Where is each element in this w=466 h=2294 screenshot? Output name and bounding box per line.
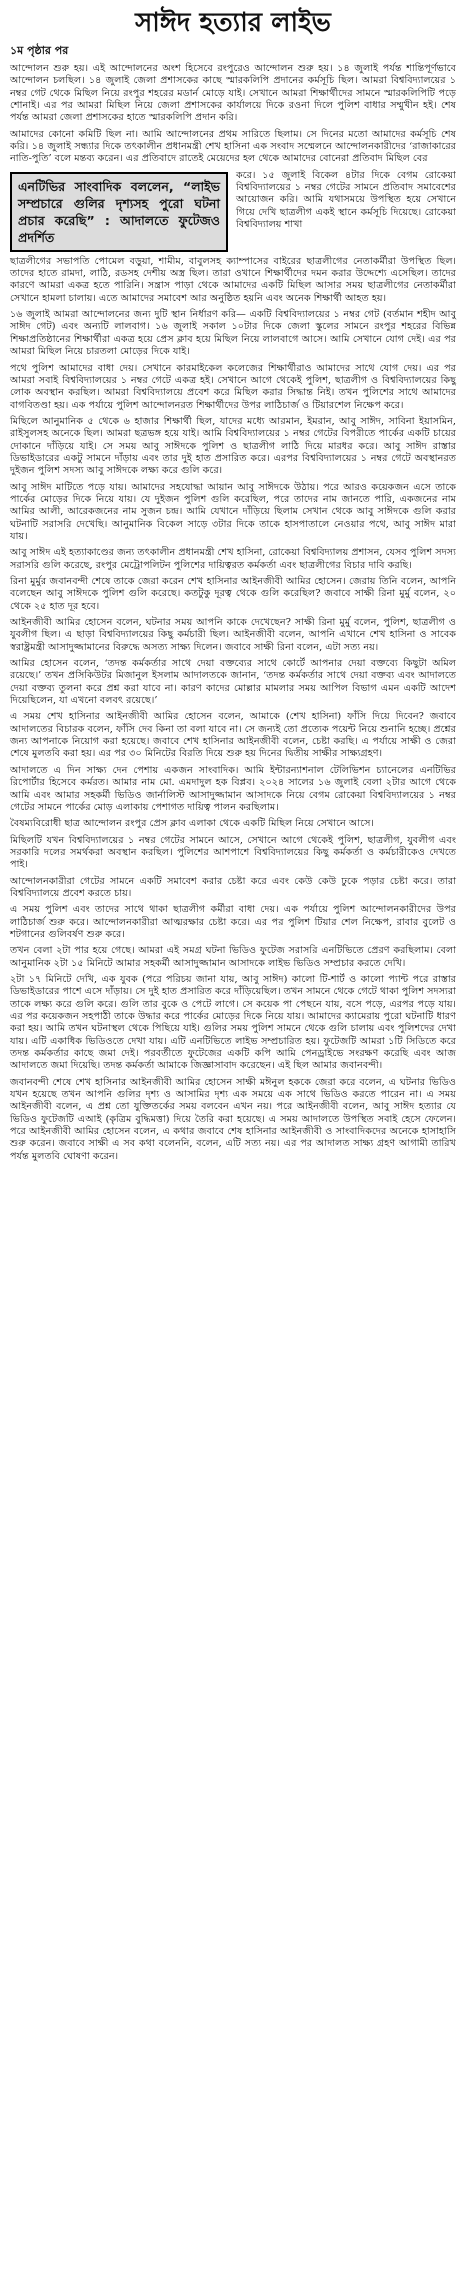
paragraph: মিছিলটি যখন বিশ্ববিদ্যালয়ের ১ নম্বর গেটের সামনে আসে, সেখানে আগে থেকেই পুলিশ, ছাত্রলীগ, যুবলীগ এবং সরকারি দলের সমর্থকরা অবস্থান করছিল। পুলিশের আশপাশে বিশ্ববিদ্যালয়ের কিছু কর্মকর্তা ও কর্মচারীকেও দেখতে পাই। xyxy=(10,834,456,871)
paragraph: রিনা মুর্মুর জবানবন্দী শেষে তাকে জেরা করেন শেখ হাসিনার আইনজীবী আমির হোসেন। জেরায় তিনি বলেন, আপনি বলেছেন আবু সাঈদকে পুলিশ গুলি করেছে। কতটুকু দূরত্ব থেকে গুলি করেছিল? জবাবে সাক্ষী রিনা মুর্মু বলেন, ২০ থেকে ২৫ হাত দূর হবে। xyxy=(10,576,456,612)
paragraph: এ সময় পুলিশ এবং তাদের সাথে থাকা ছাত্রলীগ কর্মীরা বাধা দেয়। এক পর্যায়ে পুলিশ আন্দোলনকারীদের উপর লাঠিচার্জ শুরু করে। আন্দোলনকারীরা আত্মরক্ষার চেষ্টা করে। এর পর পুলিশ টিয়ার শেল নিক্ষেপ, রাবার বুলেট ও শটগানের গুলিবর্ষণ শুরু করে। xyxy=(10,904,456,940)
article-section-before-quote xyxy=(10,63,456,166)
article-section-after-quote xyxy=(10,256,456,1163)
paragraph: ২টা ১৭ মিনিটে দেখি, এক যুবক (পরে পরিচয় জানা যায়, আবু সাঈদ) কালো টি-শার্ট ও কালো প্যান্ট পরে রাস্তার ডিভাইডারের পাশে এসে দাঁড়ায়। সে দুই হাত প্রসারিত করে দাঁড়িয়েছিল। তখন সামনে থেকে গেটে থাকা পুলিশ সদস্যরা তাকে লক্ষ্য করে গুলি করে। গুলি তার বুকে ও পেটে লাগে। সে কয়েক পা পেছনে যায়, বসে পড়ে, এরপর পড়ে যায়। এর পর কয়েকজন সহপাঠী তাকে উদ্ধার করে পার্কের মোড়ের দিকে নিয়ে যায়। আমাদের ক্যামেরায় পুরো ঘটনাটি ধারণ করা হয়। আমি তখন ঘটনাস্থল থেকে পিছিয়ে যাই। গুলির সময় পুলিশ সামনে থেকে গুলি চালায় এবং পুলিশদের দেখা যায়। এটি একাধিক ভিডিওতে দেখা যায়। এটি এনটিভিতে লাইভ সম্প্রচারিত হয়। ফুটেজটি আমরা ১টি সিডিতে করে তদন্ত কর্মকর্তার কাছে জমা দেই। পরবর্তীতে ফুটেজের একটি কপি আমি পেনড্রাইভে সংরক্ষণ করেছি এবং আজ আদালতে জমা দিয়েছি। তদন্ত কর্মকর্তা আমাকে জিজ্ঞাসাবাদ করেছেন। এই ছিল আমার জবানবন্দী। xyxy=(10,973,456,1072)
paragraph: এ সময় শেখ হাসিনার আইনজীবী আমির হোসেন বলেন, আমাকে (শেখ হাসিনা) ফাঁসি দিয়ে দিবেন? জবাবে আদালতের বিচারক বলেন, ফাঁসি দেব কিনা তা বলা যাবে না। সে জন্যই তো প্রত্যেক পয়েন্ট নিয়ে শুনানি হচ্ছে। প্রশ্নের জন্য আপনাকে নিয়োগ করা হয়েছে। জবাবে শেখ হাসিনার আইনজীবী বলেন, চেষ্টা করছি। এ পর্যায়ে সাক্ষী ও জেরা শেষে মুলতবি করা হয়। এর পর ৩০ মিনিটের বিরতি দিয়ে শুরু হয় দিনের দ্বিতীয় সাক্ষীর সাক্ষ্যগ্রহণ। xyxy=(10,711,456,760)
paragraph: আদালতে এ দিন সাক্ষ্য দেন পেশায় একজন সাংবাদিক। আমি ইন্টারন্যাশনাল টেলিভিশন চ্যানেলের এনটিভির রিপোর্টার হিসেবে কর্মরত। আমার নাম মো. এমদাদুল হক বিপ্লব। ২০২৪ সালের ১৬ জুলাই বেলা ২টার আগে থেকে আমি এবং আমার সহকর্মী ভিডিও জার্নালিস্ট আসাদুজ্জামান আসাদকে নিয়ে বেগম রোকেয়া বিশ্ববিদ্যালয়ের ১ নম্বর গেটের সামনে পার্কের মোড় এলাকায় পেশাগত দায়িত্ব পালন করছিলাম। xyxy=(10,764,456,813)
article-body xyxy=(10,63,456,1163)
pull-quote-box xyxy=(10,172,228,252)
headline: সাঈদ হত্যার লাইভ xyxy=(135,8,331,38)
paragraph: ১৬ জুলাই আমরা আন্দোলনের জন্য দুটি স্থান নির্ধারণ করি— একটি বিশ্ববিদ্যালয়ের ১ নম্বর গেট (বর্তমান শহীদ আবু সাঈদ গেট) এবং অন্যটি লালবাগ। ১৬ জুলাই সকাল ১০টার দিকে জেলা স্কুলের সামনে রংপুর শহরের বিভিন্ন শিক্ষাপ্রতিষ্ঠানের শিক্ষার্থীরা একত্র হয়ে প্রেস ক্লাব হয়ে মিছিল নিয়ে লালবাগে আসে। আমি সেখানে যোগ দেই। এর পর আমরা মিছিল নিয়ে চারতলা মোড়ের দিকে যাই। xyxy=(10,309,456,358)
paragraph: পথে পুলিশ আমাদের বাধা দেয়। সেখানে কারমাইকেল কলেজের শিক্ষার্থীরাও আমাদের সাথে যোগ দেয়। এর পর আমরা সবাই বিশ্ববিদ্যালয়ের ১ নম্বর গেটে একত্র হই। সেখানে আগে থেকেই পুলিশ, ছাত্রলীগ ও বিশ্ববিদ্যালয়ের কিছু লোক অবস্থান করছিল। আমরা বিশ্ববিদ্যালয়ে প্রবেশ করে মিছিল করার সিদ্ধান্ত নিই। তখন পুলিশের সাথে আমাদের বাগবিতণ্ডা হয়। এক পর্যায়ে পুলিশ আন্দোলনরত শিক্ষার্থীদের উপর লাঠিচার্জ ও টিয়ারশেল নিক্ষেপ করে। xyxy=(10,362,456,411)
article xyxy=(10,0,456,1163)
paragraph: আন্দোলন শুরু হয়। এই আন্দোলনের অংশ হিসেবে রংপুরেও আন্দোলন শুরু হয়। ১৪ জুলাই পর্যন্ত শান্তিপূর্ণভাবে আন্দোলন চলছিল। ১৪ জুলাই জেলা প্রশাসকের কাছে স্মারকলিপি প্রদানের কর্মসূচি ছিল। আমরা বিশ্ববিদ্যালয়ের ১ নম্বর গেট থেকে মিছিল নিয়ে রংপুর শহরের মডার্ন মোড়ে যাই। সেখানে আমরা শিক্ষার্থীদের সামনে স্মারকলিপিটি পড়ে শোনাই। এর পর আমরা মিছিল নিয়ে জেলা প্রশাসকের কার্যালয়ে দিকে রওনা দিলে পুলিশ বাধার সম্মুখীন হই। শেষ পর্যন্ত আমরা জেলা প্রশাসকের হাতে স্মারকলিপি প্রদান করি। xyxy=(10,63,456,124)
paragraph: আবু সাঈদ এই হত্যাকাণ্ডের জন্য তৎকালীন প্রধানমন্ত্রী শেখ হাসিনা, রোকেয়া বিশ্ববিদ্যালয় প্রশাসন, যেসব পুলিশ সদস্য সরাসরি গুলি করেছে, রংপুর মেট্রোপলিটন পুলিশের দায়িত্বরত কর্মকর্তা এবং ছাত্রলীগের বিচার দাবি করছি। xyxy=(10,547,456,571)
paragraph: জবানবন্দী শেষে শেখ হাসিনার আইনজীবী আমির হোসেন সাক্ষী মঈনুল হককে জেরা করে বলেন, এ ঘটনার ভিডিও যখন হয়েছে তখন আপনি গুলির দৃশ্য ও আসামির দৃশ্য এক সময়ে এক সাথে ভিডিও করতে পারেন না। এ সময় আইনজীবী বলেন, এ প্রশ্ন তো যুক্তিতর্কের সময় বলবেন এখন নয়। পরে আইনজীবী বলেন, আবু সাঈদ হত্যার যে ভিডিও ফুটেজটি এআই (কৃত্রিম বুদ্ধিমত্তা) দিয়ে তৈরি করা হয়েছে। এ সময় আদালতে উপস্থিত সবাই হেসে ফেলেন। পরে আইনজীবী আমির হোসেন বলেন, এ কথার জবাবে শেষ হাসিনার আইনজীবী ও সাংবাদিকদের অনেকে হাসাহাসি শুরু করেন। জবাবে সাক্ষী এ সব কথা বলেননি, বলেন, এটি সত্য নয়। এর পর আদালত সাক্ষ্য গ্রহণ আগামী তারিখ পর্যন্ত মুলতবি ঘোষণা করেন। xyxy=(10,1076,456,1162)
paragraph: আবু সাঈদ মাটিতে পড়ে যায়। আমাদের সহযোদ্ধা আয়ান আবু সাঈদকে উঠায়। পরে আরও কয়েকজন এসে তাকে পার্কের মোড়ের দিকে নিয়ে যায়। যে দুইজন পুলিশ গুলি করেছিল, পরে তাদের নাম জানতে পারি, একজনের নাম আমির আলী, আরেকজনের নাম সুজন চন্দ্র। আমি যেখানে দাঁড়িয়ে ছিলাম সেখান থেকে আবু সাঈদকে গুলি করার ঘটনাটি সরাসরি দেখেছি। আনুমানিক বিকেল সাড়ে ৩টার দিকে তাকে হাসপাতালে নেওয়ার পথে, আবু সাঈদ মারা যায়। xyxy=(10,481,456,542)
paragraph: তখন বেলা ২টা পার হয়ে গেছে। আমরা এই সমগ্র ঘটনা ভিডিও ফুটেজ সরাসরি এনটিভিতে প্রেরণ করছিলাম। বেলা আনুমানিক ২টা ১৫ মিনিটে আমার সহকর্মী আসাদুজ্জামান আসাদকে লাইভ ভিডিও সম্প্রচার করতে দেখি। xyxy=(10,945,456,969)
paragraph: আন্দোলনকারীরা গেটের সামনে একটি সমাবেশ করার চেষ্টা করে এবং কেউ কেউ ঢুকে পড়ার চেষ্টা করে। তারা বিশ্ববিদ্যালয়ে প্রবেশ করতে চায়। xyxy=(10,875,456,899)
continued-from-label: ১ম পৃষ্ঠার পর xyxy=(10,44,69,57)
paragraph: আইনজীবী আমির হোসেন বলেন, ঘটনার সময় আপনি কাকে দেখেছেন? সাক্ষী রিনা মুর্মু বলেন, পুলিশ, ছাত্রলীগ ও যুবলীগ ছিল। এ ছাড়া বিশ্ববিদ্যালয়ের কিছু কর্মচারী ছিল। আইনজীবী বলেন, আপনি এখানে শেখ হাসিনা ও সাবেক স্বরাষ্ট্রমন্ত্রী আসাদুজ্জামানের বিরুদ্ধে অসত্য সাক্ষ্য দিলেন। জবাবে সাক্ষী রিনা বলেন, এটা সত্য নয়। xyxy=(10,617,456,653)
paragraph: ছাত্রলীগের সভাপতি পোমেল বড়ুয়া, শামীম, বাবুলসহ ক্যাম্পাসের বাইরের ছাত্রলীগের নেতাকর্মীরা উপস্থিত ছিল। তাদের হাতে রামদা, লাঠি, রডসহ দেশীয় অস্ত্র ছিল। তারা ওখানে শিক্ষার্থীদের দমন করার উদ্দেশ্যে এসেছিল। তাদের কারণে আমরা একত্র হতে পারিনি। সন্ত্রাস পাড়া থেকে আমাদের একটি মিছিল আসার সময় ছাত্রলীগের নেতাকর্মীরা সেখানে হামলা চালায়। এতে আমাদের সমাবেশ আর অনুষ্ঠিত হয়নি এবং অনেক শিক্ষার্থী আহত হয়। xyxy=(10,255,456,304)
paragraph: বৈষম্যবিরোধী ছাত্র আন্দোলন রংপুর প্রেস ক্লাব এলাকা থেকে একটি মিছিল নিয়ে সেখানে আসে। xyxy=(10,818,374,830)
paragraph: আমাদের কোনো কমিটি ছিল না। আমি আন্দোলনের প্রথম সারিতে ছিলাম। সে দিনের মতো আমাদের কর্মসূচি শেষ করি। ১৪ জুলাই সন্ধ্যার দিকে তৎকালীন প্রধানমন্ত্রী শেখ হাসিনা এক সংবাদ সম্মেলনে আন্দোলনকারীদের ‘রাজাকারের নাতি-পুতি’ বলে মন্তব্য করেন। এর প্রতিবাদে রাতেই মেয়েদের হল থেকে আমাদের বোনেরা প্রতিবাদ মিছিল বের xyxy=(10,128,456,165)
paragraph: আমির হোসেন বলেন, ‘তদন্ত কর্মকর্তার সাথে দেয়া বক্তব্যের সাথে কোর্টে আপনার দেয়া বক্তব্যে কিছুটা অমিল রয়েছে।’ তখন প্রসিকিউটর মিজানুল ইসলাম আদালতকে জানান, ‘তদন্ত কর্মকর্তার সাথে দেয়া বক্তব্য এবং আদালতে দেয়া বক্তব্য তুলনা করে প্রশ্ন করা যাবে না। কারণ কাদের মোল্লার মামলার সময় আপিল বিভাগ এমন একটি আদেশ দিয়েছিলেন, যা এখনো বলবৎ রয়েছে।’ xyxy=(10,658,456,707)
paragraph: করে। ১৫ জুলাই বিকেল ৪টার দিকে বেগম রোকেয়া বিশ্ববিদ্যালয়ের ১ নম্বর গেটের সামনে প্রতিবাদ সমাবেশের আয়োজন করি। আমি যথাসময়ে উপস্থিত হয়ে সেখানে গিয়ে দেখি ছাত্রলীগ একই স্থানে কর্মসূচি দিয়েছে। রোকেয়া বিশ্ববিদ্যালয় শাখা xyxy=(236,169,456,231)
paragraph: মিছিলে আনুমানিক ৫ থেকে ৬ হাজার শিক্ষার্থী ছিল, যাদের মধ্যে আরমান, ইমরান, আবু সাঈদ, সাবিনা ইয়াসমিন, রাইসুলসহ অনেকে ছিল। আমরা ছত্রভঙ্গ হয়ে যাই। আমি বিশ্ববিদ্যালয়ের ১ নম্বর গেটের বিপরীতে পার্কের একটি চায়ের দোকানে দাঁড়িয়ে যাই। সে সময় আবু সাঈদকে পুলিশ ও ছাত্রলীগ লাঠি দিয়ে মারধর করে। আবু সাঈদ রাস্তার ডিভাইডারের একটু সামনে দাঁড়ায় এবং তার দুই হাত প্রসারিত করে। এরপর বিশ্ববিদ্যালয়ের ১ নম্বর গেটে অবস্থানরত দুইজন পুলিশ সদস্য আবু সাঈদকে লক্ষ্য করে গুলি করে। xyxy=(10,415,456,477)
pull-quote-text: এনটিভির সাংবাদিক বললেন, “লাইভ সম্প্রচারে গুলির দৃশ্যসহ পুরো ঘটনা প্রচার করেছি” : আদালতে ফুটেজও প্রদর্শিত xyxy=(18,178,220,245)
